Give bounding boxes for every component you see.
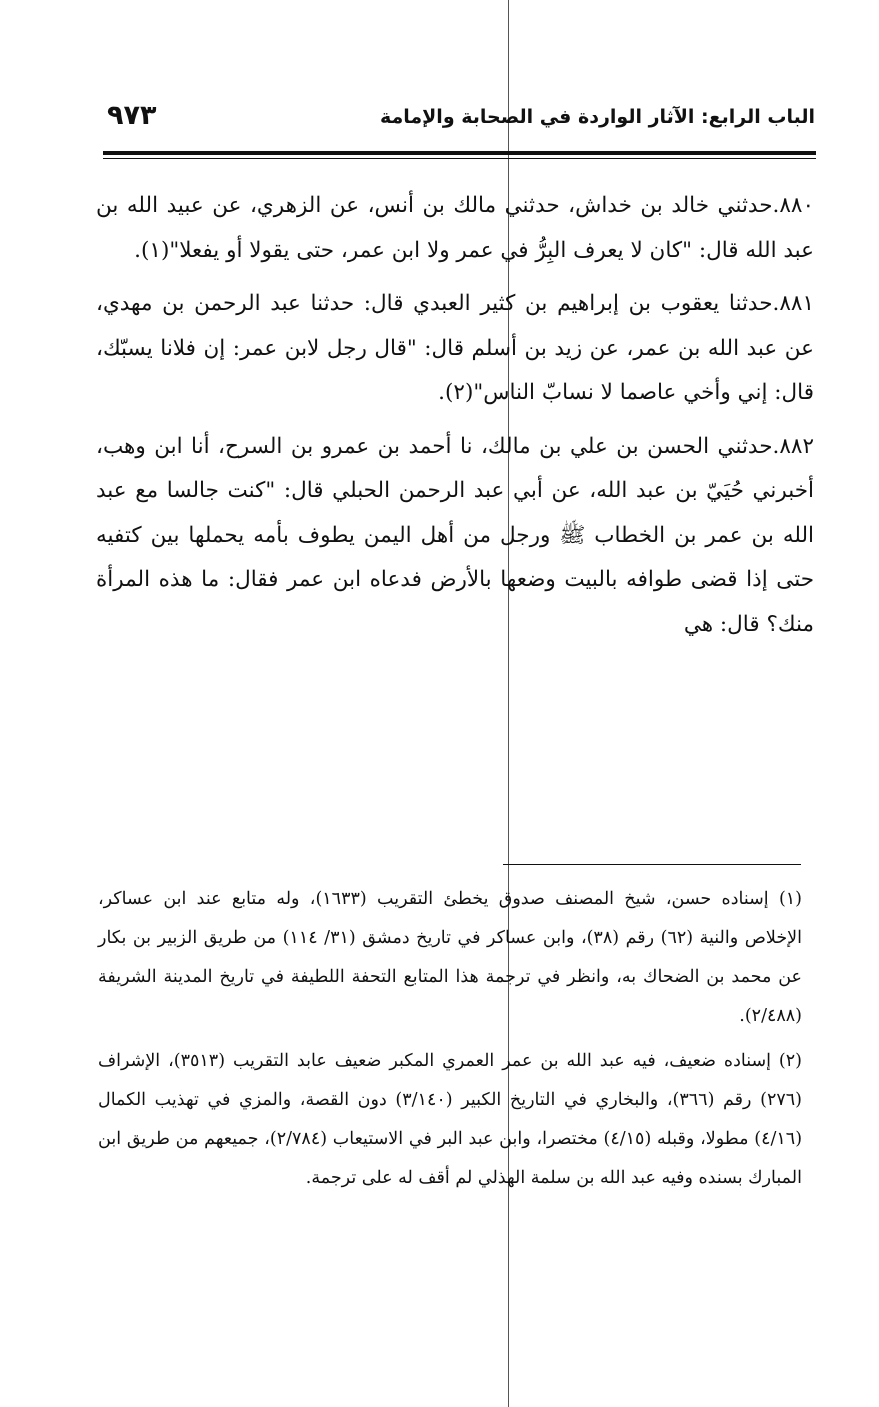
- footnotes: [98, 880, 802, 1204]
- main-text: [96, 184, 814, 656]
- footnote-separator: [503, 864, 801, 865]
- header-rule-thin: [103, 158, 816, 159]
- hadith-881: ٨٨١.حدثنا يعقوب بن إبراهيم بن كثير العبدي قال: حدثنا عبد الرحمن بن مهدي، عن عبد الله بن عمر، عن زيد بن أسلم قال: "قال رجل لابن عمر: إن فلانا يسبّك، قال: إني وأخي عاصما لا نسابّ الناس"(٢).: [96, 291, 814, 405]
- hadith-880: ٨٨٠.حدثني خالد بن خداش، حدثني مالك بن أنس، عن الزهري، عن عبيد الله بن عبد الله قال: "كان لا يعرف البِرُّ في عمر ولا ابن عمر، حتى يقولا أو يفعلا"(١).: [96, 193, 814, 263]
- page-header: [105, 100, 815, 148]
- header-rule-thick: [103, 151, 816, 155]
- page-number: ٩٧٣: [107, 100, 157, 131]
- running-title: الباب الرابع: الآثار الواردة في الصحابة والإمامة: [379, 106, 815, 128]
- footnote-2: (٢) إسناده ضعيف، فيه عبد الله بن عمر العمري المكبر ضعيف عابد التقريب (٣٥١٣)، الإشراف (٢٧٦) رقم (٣٦٦)، والبخاري في التاريخ الكبير (٣/١٤٠) دون القصة، والمزي في تهذيب الكمال (٤/١٦) مطولا، وقبله (٤/١٥) مختصرا، وابن عبد البر في الاستيعاب (٢/٧٨٤)، جميعهم من طريق ابن المبارك بسنده وفيه عبد الله بن سلمة الهذلي لم أقف له على ترجمة.: [98, 1051, 803, 1188]
- footnote-1: (١) إسناده حسن، شيخ المصنف صدوق يخطئ التقريب (١٦٣٣)، وله متابع عند ابن عساكر، الإخلاص والنية (٦٢) رقم (٣٨)، وابن عساكر في تاريخ دمشق (٣١/ ١١٤) من طريق الزبير بن بكار عن محمد بن الضحاك به، وانظر في ترجمة هذا المتابع التحفة اللطيفة في تاريخ المدينة الشريفة (٢/٤٨٨).: [98, 889, 802, 1026]
- hadith-882: ٨٨٢.حدثني الحسن بن علي بن مالك، نا أحمد بن عمرو بن السرح، أنا ابن وهب، أخبرني حُيَيّ بن عبد الله، عن أبي عبد الرحمن الحبلي قال: "كنت جالسا مع عبد الله بن عمر بن الخطاب ﷺ ورجل من أهل اليمن يطوف بأمه يحملها بين كتفيه حتى إذا قضى طوافه بالبيت وضعها بالأرض فدعاه ابن عمر فقال: ما هذه المرأة منك؟ قال: هي: [96, 433, 814, 637]
